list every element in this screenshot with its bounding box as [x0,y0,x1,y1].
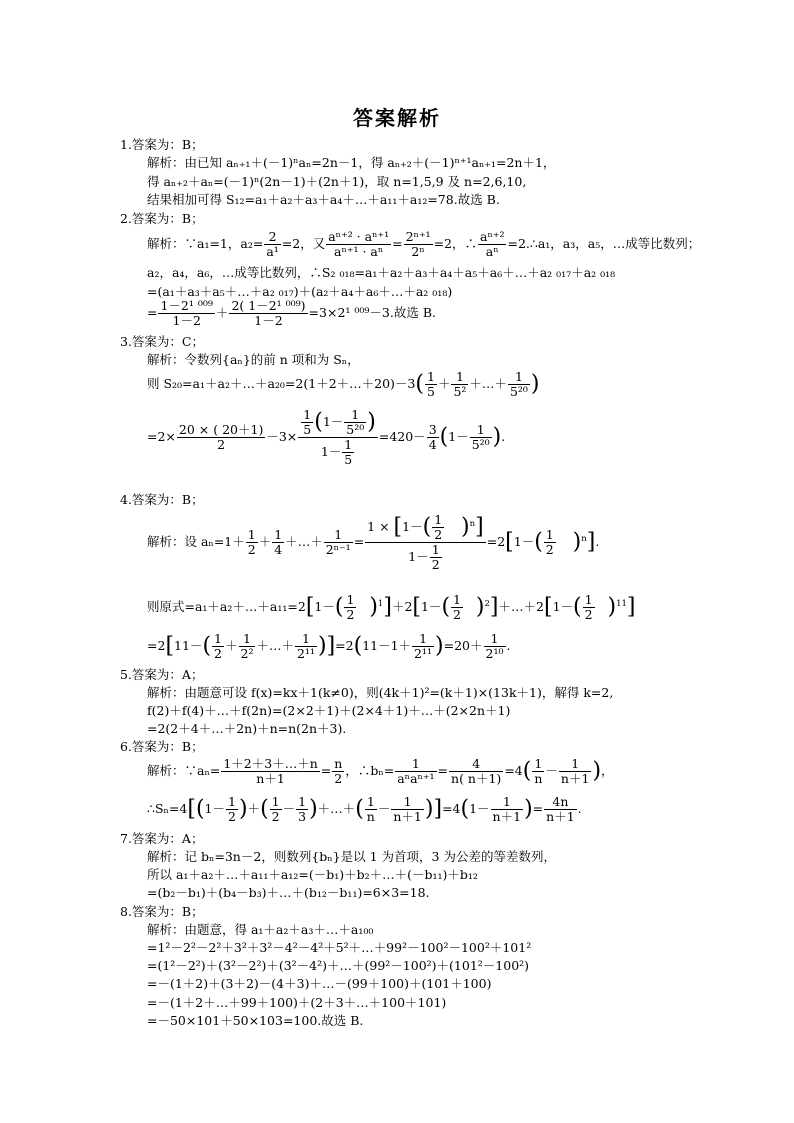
q5-line-1: 解析：由题意可设 f(x)=kx＋1(k≠0)，则(4k＋1)²=(k＋1)×(13k＋1)，解得 k=2, [147,685,614,700]
q3-line-1: 解析：令数列{aₙ}的前 n 项和为 Sₙ， [147,352,360,367]
q8-line-5: =－(1＋2＋…＋99＋100)＋(2＋3＋…＋100＋101) [147,995,447,1010]
q6-line-2: ∴Sₙ=4[(1－ $\frac{1}{2}$ )＋( $\frac{1}{2}$ － $\frac{1}{3}$ )＋…＋( $\frac{1}{n}$ － $\frac{1}{n+1}$ )]=4(1－ $\frac{1}{n+1}$ )= $\frac{4n}{n+1}$ . [147,794,582,824]
q4-answer: 4.答案为：B； [120,492,204,507]
q8-line-3: =(1²－2²)＋(3²－2²)＋(3²－4²)＋…＋(99²－100²)＋(101²－100²) [147,958,530,973]
q4-line-3: =2[11－( $\frac{1}{2}$ ＋ $\frac{1}{\text{2²}}$ ＋…＋ $\frac{1}{\text{2¹¹}}$ )]=2(11－1＋ $\frac{1}{\text{2¹¹}}$ )=20＋ $\frac{1}{\text{2¹⁰}}$ . [147,631,511,661]
q2-fraction-6: $\frac{\text{2( 1－2¹ ⁰⁰⁹)}}{1-2}$ [231,298,306,328]
q7-answer: 7.答案为：A； [120,831,204,846]
q8-answer: 8.答案为：B； [120,904,204,919]
q1-line-3: 结果相加可得 S₁₂=a₁＋a₂＋a₃＋a₄＋…＋a₁₁＋a₁₂=78.故选 B. [147,192,500,207]
q3-text: 则 S₂₀=a₁＋a₂＋…＋a₂₀=2(1＋2＋…＋20)－3 [147,376,416,391]
q5-line-2: f(2)＋f(4)＋…＋f(2n)=(2×2＋1)＋(2×4＋1)＋…＋(2×2n＋1) [147,703,511,718]
page-title: 答案解析 [353,106,441,130]
q2-text: =2，∴ [433,236,477,251]
q8-line-1: 解析：由题意，得 a₁＋a₂＋a₃＋…＋a₁₀₀ [147,922,374,937]
q2-line-2: a₂，a₄，a₆，…成等比数列，∴S₂ ₀₁₈=a₁＋a₂＋a₃＋a₄＋a₅＋a₆＋…＋a₂ ₀₁₇＋a₂ ₀₁₈ [147,265,616,280]
q8-line-4: =－(1＋2)＋(3＋2)－(4＋3)＋…－(99＋100)＋(101＋100) [147,976,492,991]
q4-text: 则原式=a₁＋a₂＋…＋a₁₁=2 [147,599,306,614]
q7-line-3: =(b₂－b₁)＋(b₄－b₃)＋…＋(b₁₂－b₁₁)=6×3=18. [147,885,430,900]
q3-line-3: =2× $\frac{20 \times ( 20+1)}{2}$ －3× $\frac{1}{5}$ (1－ $\frac{1}{\text{5²⁰}}$ ) 1－ $\frac{1}{5}$ =420－ $\frac{3}{4}$ (1－ $\frac{1}{\text{5²⁰}}$ ). [147,407,506,467]
q3-text: =2× [147,429,176,444]
q8-line-2: =1²－2²－2²＋3²＋3²－4²－4²＋5²＋…＋99²－100²－100²＋101² [147,940,532,955]
q2-line-3: =(a₁＋a₃＋a₅＋…＋a₂ ₀₁₇)＋(a₂＋a₄＋a₆＋…＋a₂ ₀₁₈) [147,284,453,299]
q1-answer: 1.答案为：B； [120,137,204,152]
q2-fraction-1: $\frac{2}{\text{a¹}}$ [266,229,279,259]
q3-fraction-2: $\frac{1}{5}$ (1－ $\frac{1}{\text{5²⁰}}$ ) 1－ $\frac{1}{5}$ [298,408,378,467]
q2-fraction-5: $\frac{\text{1－2¹ ⁰⁰⁹}}{1-2}$ [160,298,213,328]
q6-answer: 6.答案为：B； [120,739,204,754]
q6-text: ∴Sₙ=4 [147,801,188,816]
q3-line-2: 则 S₂₀=a₁＋a₂＋…＋a₂₀=2(1＋2＋…＋20)－3( $\frac{1}{5}$ ＋ $\frac{1}{\text{5²}}$ ＋…＋ $\frac{1}{\text{5²⁰}}$ ) [147,369,540,399]
q3-fraction-1: $\frac{20 \times ( 20+1)}{2}$ [178,422,264,452]
q2-text: =2，又 [281,236,326,251]
q5-line-3: =2(2＋4＋…＋2n)＋n=n(2n＋3). [147,721,347,736]
q2-fraction-2: $\frac{\text{aⁿ⁺² · aⁿ⁺¹}}{\text{aⁿ⁺¹ · aⁿ}}$ [328,229,390,259]
q5-answer: 5.答案为：A； [120,667,204,682]
q2-fraction-4: $\frac{\text{aⁿ⁺²}}{\text{aⁿ}}$ [480,229,505,259]
q2-line-1: 解析：∵a₁=1，a₂= $\frac{2}{\text{a¹}}$ =2，又 $\frac{\text{aⁿ⁺² · aⁿ⁺¹}}{\text{aⁿ⁺¹ · aⁿ}}$ = $\frac{\text{2ⁿ⁺¹}}{\text{2ⁿ}}$ =2，∴ $\frac{\text{aⁿ⁺²}}{\text{aⁿ}}$ =2.∴a₁，a₃，a₅，…成等比数列； [147,229,701,259]
q2-text: =2.∴a₁，a₃，a₅，…成等比数列； [507,236,701,251]
q4-text: =2 [147,638,166,653]
q2-line-4: = $\frac{\text{1－2¹ ⁰⁰⁹}}{1-2}$ ＋ $\frac{\text{2( 1－2¹ ⁰⁰⁹)}}{1-2}$ =3×2¹ ⁰⁰⁹－3.故选 B. [147,298,436,328]
q2-answer: 2.答案为：B； [120,211,204,226]
q1-line-1: 解析：由已知 aₙ₊₁＋(－1)ⁿaₙ=2n－1，得 aₙ₊₂＋(－1)ⁿ⁺¹aₙ₊₁=2n＋1， [147,155,556,170]
q4-text: 解析：设 aₙ=1＋ [147,534,245,549]
q1-line-2: 得 aₙ₊₂＋aₙ=(－1)ⁿ(2n－1)＋(2n＋1)，取 n=1,5,9 及 n=2,6,10, [147,174,527,189]
q4-line-1: 解析：设 aₙ=1＋ $\frac{1}{2}$ ＋ $\frac{1}{4}$ ＋…＋ $\frac{1}{\text{2ⁿ⁻¹}}$ = 1 × [1－( $\frac{1}{2}$ )$^n$] 1－ $\frac{1}{2}$ =2[1－( $\frac{1}{2}$ )$^n$]. [147,512,600,572]
q7-line-2: 所以 a₁＋a₂＋…＋a₁₁＋a₁₂=(－b₁)＋b₂＋…＋(－b₁₁)＋b₁₂ [147,867,478,882]
q4-fraction-sum: 1 × [1－( $\frac{1}{2}$ )$^n$] 1－ $\frac{1}{2}$ [367,512,484,572]
q2-text: =3×2¹ ⁰⁰⁹－3.故选 B. [308,305,436,320]
q6-text: 解析：∵aₙ= [147,763,221,778]
q6-line-1: 解析：∵aₙ= $\frac{1+2+3+\dots+n}{n+1}$ = $\frac{n}{2}$ ，∴bₙ= $\frac{1}{\text{aⁿaⁿ⁺¹}}$ = $\frac{4}{n( n+1)}$ =4( $\frac{1}{n}$ － $\frac{1}{n+1}$ )， [147,756,614,786]
q7-line-1: 解析：记 bₙ=3n－2，则数列{bₙ}是以 1 为首项，3 为公差的等差数列， [147,849,556,864]
q2-text: 解析：∵a₁=1，a₂= [147,236,264,251]
q8-line-6: =－50×101＋50×103=100.故选 B. [147,1013,364,1028]
q3-text: －3× [266,429,298,444]
q3-answer: 3.答案为：C； [120,334,204,349]
q4-line-2: 则原式=a₁＋a₂＋…＋a₁₁=2[1－( $\frac{1}{2}$ )$^1$]＋2[1－( $\frac{1}{2}$ )$^2$]＋…＋2[1－( $\frac{1}{2}$ )$^{11}$] [147,592,636,622]
q3-text: =420－ [378,429,426,444]
q2-fraction-3: $\frac{\text{2ⁿ⁺¹}}{\text{2ⁿ}}$ [405,229,431,259]
